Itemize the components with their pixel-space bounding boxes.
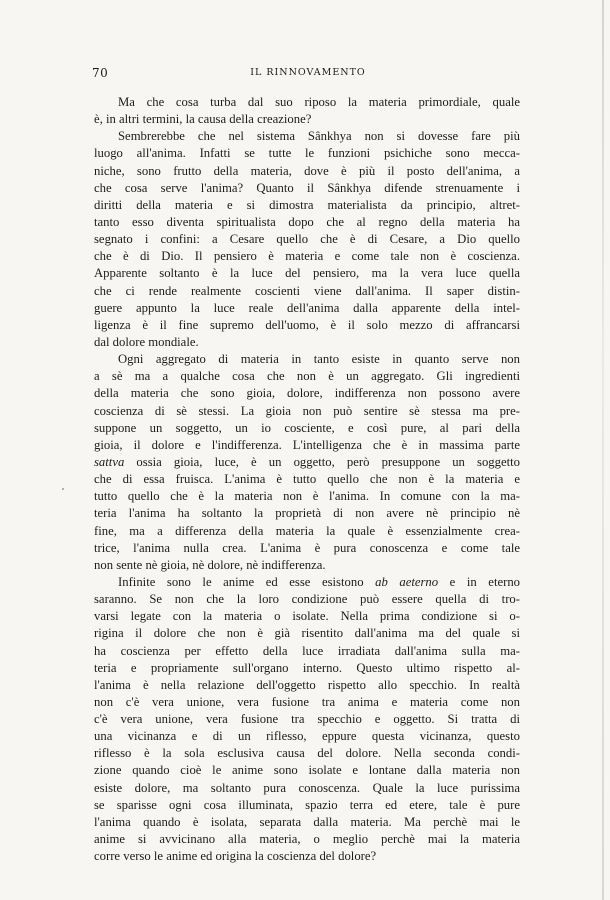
text-line: tanto esso diventa spiritualista dopo che al regno della materia ha [94,214,520,229]
text-line: che ci rende realmente coscienti viene dall'anima. Il saper distin- [94,283,520,298]
running-title: IL RINNOVAMENTO [250,67,366,78]
text-line: zione quando cioè le anime sono isolate e lontane dalla materia non [94,763,520,778]
text-line: tutto quello che è la materia non è l'anima. In comune con la ma- [94,489,520,504]
text-line: che di essa fruisca. L'anima è tutto quello che non è la materia e [94,472,520,487]
text-line: dal dolore mondiale. [94,334,199,349]
text-line: a sè ma a qualche cosa che non è un aggregato. Gli ingredienti [94,369,520,384]
body-text [94,94,520,865]
text-line: Ma che cosa turba dal suo riposo la materia primordiale, quale [118,95,520,109]
text-line: diritti della materia e si dimostra materialista da principio, altret- [94,197,520,212]
text-line: segnato i confini: a Cesare quello che è di Cesare, a Dio quello [94,232,520,247]
text-line: coscienza di sè stessi. La gioia non può sentire sè stessa ma pre- [94,403,520,418]
text-line: che cosa serve l'anima? Quanto il Sânkhya difende strenuamente i [94,180,520,195]
page-header [92,66,524,82]
page-edge [602,0,604,900]
text-line: Apparente soltanto è la luce del pensiero, ma la vera luce quella [94,266,520,281]
text-line: rigina il dolore che non è già risentito dall'anima ma del quale si [94,626,520,641]
paragraph [94,128,520,351]
text-line: non c'è vera unione, vera fusione tra anima e materia come non [94,694,520,709]
text-line: Sembrerebbe che nel sistema Sânkhya non si dovesse fare più [118,129,520,144]
text-line: l'anima è nella relazione dell'oggetto rispetto allo specchio. In realtà [94,677,520,692]
text-line: trice, l'anima nulla crea. L'anima è pura conoscenza e come tale [94,540,520,555]
text-line: suppone un soggetto, un io cosciente, e così pure, al pari della [94,420,520,435]
paragraph [94,574,520,865]
text-line: non sente nè gioia, nè dolore, nè indifferenza. [94,557,326,572]
text-line: anime si avvicinano alla materia, o meglio perchè mai la materia [94,832,520,847]
text-line: esiste dolore, ma soltanto pura conoscenza. Quale la luce purissima [94,780,520,795]
text-line: luogo all'anima. Infatti se tutte le funzioni psichiche sono mecca- [94,146,520,161]
text-line: che è di Dio. Il pensiero è materia e come tale non è coscienza. [94,249,520,264]
text-line: Infinite sono le anime ed esse esistono ab aeterno e in eterno [118,574,521,589]
text-line: corre verso le anime ed origina la coscienza del dolore? [94,849,377,864]
text-line: teria l'anima ha soltanto la proprietà di non avere nè principio nè [94,506,520,521]
text-line: Ogni aggregato di materia in tanto esiste in quanto serve non [118,352,520,367]
paper-speck [62,488,64,490]
text-line: saranno. Se non che la loro condizione può essere quella di tro- [94,592,520,607]
text-line: varsi legate con la materia o isolate. Nella prima condizione si o- [94,609,520,624]
text-line: niche, sono frutto della materia, dove è più il posto dell'anima, a [94,163,520,178]
text-line: riflesso è la sola esclusiva causa del dolore. Nella seconda condi- [94,746,520,761]
paragraph [94,351,520,574]
text-line: della materia che sono gioia, dolore, indifferenza non possono avere [94,386,520,401]
paragraph [94,94,520,128]
text-line: una vicinanza e di un riflesso, eppure questa vicinanza, questo [94,729,520,744]
text-line: fine, ma a differenza della materia la quale è essenzialmente crea- [94,523,520,538]
text-line: ligenza è il fine supremo dell'uomo, è il solo mezzo di affrancarsi [94,317,520,332]
text-line: è, in altri termini, la causa della creazione? [94,112,312,127]
text-line: c'è vera unione, vera fusione tra specchio e oggetto. Si tratta di [94,712,520,727]
text-line: se sparisse ogni cosa illuminata, spazio terra ed etere, tale è pure [94,797,520,812]
text-line: sattva ossia gioia, luce, è un oggetto, però presuppone un soggetto [94,454,520,469]
text-line: ha coscienza per effetto della luce irradiata dall'anima sulla ma- [94,643,520,658]
text-line: gioia, il dolore e l'indifferenza. L'intelligenza che è in massima parte [94,437,520,452]
page-number: 70 [92,66,109,80]
text-line: teria e propriamente sull'organo interno. Questo ultimo rispetto al- [94,660,520,675]
text-line: l'anima quando è isolata, separata dalla materia. Ma perchè mai le [94,814,520,829]
text-line: guere appunto la luce reale dell'anima dalla apparente della intel- [94,300,520,315]
